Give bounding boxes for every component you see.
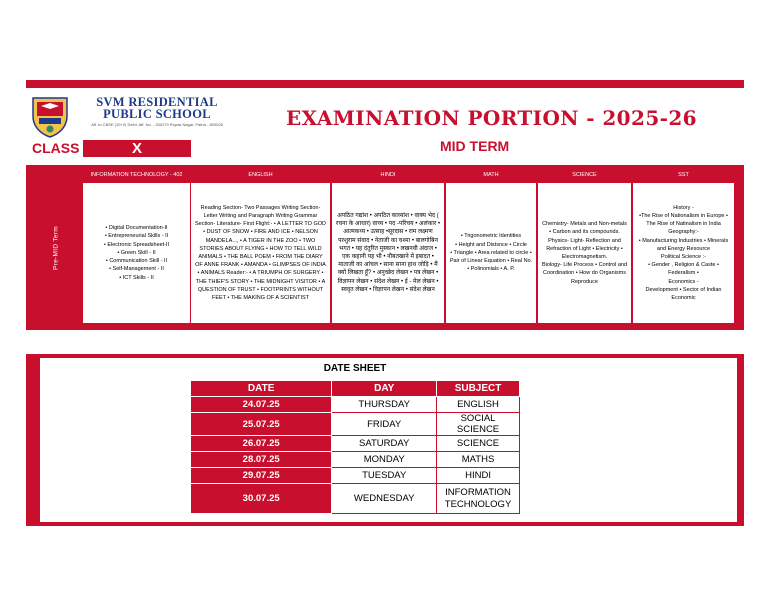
table-row xyxy=(191,468,520,484)
syllabus-content-science: Chemistry- Metals and Non-metals • Carbon and its compounds. Physics- Light- Reflection and Refraction of Light • Electricity • Electromagnetism. Biology- Life Process • Control and Coordination • How do Organisms Reproduce xyxy=(541,221,628,285)
date-sheet-title: DATE SHEET xyxy=(323,363,387,374)
header-subject: SUBJECT xyxy=(437,381,520,397)
class-value: X xyxy=(83,140,191,157)
school-address: Aff. to CBSE (10+2) Delhi, Aff. No. - 330279 Rupas Nagar, Patna - 800026 xyxy=(91,122,223,127)
exam-subject: SCIENCE xyxy=(437,436,520,452)
column-header-science: SCIENCE xyxy=(572,172,597,178)
top-banner-bar xyxy=(26,80,744,88)
column-header-math: MATH xyxy=(483,172,499,178)
syllabus-cell-sst xyxy=(633,183,734,323)
exam-day: FRIDAY xyxy=(332,413,437,436)
side-label-text: Pre-MID Term xyxy=(52,225,60,270)
syllabus-cell-english xyxy=(191,183,330,323)
syllabus-cell-it xyxy=(83,183,190,323)
exam-date: 29.07.25 xyxy=(191,468,332,484)
header-day: DAY xyxy=(332,381,437,397)
table-row xyxy=(191,484,520,514)
exam-date: 25.07.25 xyxy=(191,413,332,436)
syllabus-content-sst: History - •The Rise of Nationalism in Europe • The Rise of Natinalism in India Geography:- • Manufacturing Industries • Minerals and Energy Resource Political Science :- • Gender , Religion & Caste • Federalism • Economics - Development • Sector of Indian Economic xyxy=(638,204,729,302)
exam-date: 30.07.25 xyxy=(191,484,332,514)
school-name xyxy=(81,96,233,120)
date-sheet-table xyxy=(190,380,520,514)
exam-subject: MATHS xyxy=(437,452,520,468)
exam-subject: INFORMATION TECHNOLOGY xyxy=(437,484,520,514)
exam-subject: SOCIAL SCIENCE xyxy=(437,413,520,436)
page-title: EXAMINATION PORTION - 2025-26 xyxy=(286,106,697,130)
exam-date: 28.07.25 xyxy=(191,452,332,468)
table-row xyxy=(191,452,520,468)
column-header-hindi: HINDI xyxy=(380,172,396,178)
class-label: CLASS xyxy=(32,140,80,156)
syllabus-cell-science xyxy=(538,183,631,323)
school-name-line2: PUBLIC SCHOOL xyxy=(103,107,211,121)
syllabus-content-english: Reading Section- Two Passages Writing Section- Letter Writing and Paragraph Writing Grammar Section- Literature- First Flight:- • A LETTER TO GOD • DUST OF SNOW • FIRE AND ICE • NELSON MANDELA..., • A TIGER IN THE ZOO • TWO STORIES ABOUT FLYING • HOW TO TELL WILD ANIMALS • THE BALL POEM • FROM THE DIARY OF ANNE FRANK • AMANDA • GLIMPSES OF INDIA • ANIMALS Reader:- • A TRIUMPH OF SURGERY • THE THIEF'S STORY • THE MIDNIGHT VISITOR • A QUESTION OF TRUST • FOOTPRINTS WITHOUT FEET • THE MAKING OF A SCIENTIST xyxy=(194,204,326,302)
school-name-line1: SVM RESIDENTIAL xyxy=(96,95,218,109)
table-row xyxy=(191,436,520,452)
school-logo xyxy=(27,94,233,138)
table-row xyxy=(191,397,520,413)
exam-day: SATURDAY xyxy=(332,436,437,452)
exam-day: TUESDAY xyxy=(332,468,437,484)
date-sheet-header-row xyxy=(191,381,520,397)
column-header-english: ENGLISH xyxy=(248,172,273,178)
exam-subject: HINDI xyxy=(437,468,520,484)
column-header-it: INFORMATION TECHNOLOGY - 402 xyxy=(90,172,183,178)
exam-date: 24.07.25 xyxy=(191,397,332,413)
syllabus-cell-math xyxy=(446,183,536,323)
school-crest-icon xyxy=(29,94,71,138)
syllabus-content-hindi: अपठित गद्यांश • अपठित काव्यांश • वाक्य भेद ( रचना के आधार) वाच्य • पद -परिचय • अलंकार • आत्मकथ्य • उत्साह •सूरदास • राम लक्ष्मण परशुराम संवाद • नेताजी का चश्मा • बालगोबिन भगत • यह दंतुरित मुस्कान • लखनवी अंदाज • एक कहानी यह भी • नौबतखाने में इबादत • माताजी का आंचल • साना साना हाथ जोड़ि • मैं क्यों लिखता हूँ? • अनुच्छेद लेखन • पत्र लेखन • विज्ञापन लेखन • संदेश लेखन • ई - मेल लेखन • स्ववृत लेखन • विज्ञापन लेखन • संदेश लेखन xyxy=(335,212,441,293)
exam-term-heading: MID TERM xyxy=(440,138,510,154)
table-row xyxy=(191,413,520,436)
syllabus-side-label xyxy=(33,170,79,325)
exam-date: 26.07.25 xyxy=(191,436,332,452)
exam-subject: ENGLISH xyxy=(437,397,520,413)
exam-day: WEDNESDAY xyxy=(332,484,437,514)
header-date: DATE xyxy=(191,381,332,397)
exam-day: MONDAY xyxy=(332,452,437,468)
syllabus-content-math: • Trigonometric Identities • Height and Distsnce • Circle • Triangle • Area related to circle • Pair of Linear Equation • Real No. • Polinomials • A. P. xyxy=(449,233,533,273)
exam-day: THURSDAY xyxy=(332,397,437,413)
syllabus-cell-hindi xyxy=(332,183,444,323)
syllabus-content-it: • Digital Documentation-II • Entrepreneurial Skills - II • Electronic Spreadsheet-II • Green Skill - II • Communication Skill - II • Self-Management - II • ICT Skills - II xyxy=(103,225,170,281)
column-header-sst: SST xyxy=(678,172,689,178)
